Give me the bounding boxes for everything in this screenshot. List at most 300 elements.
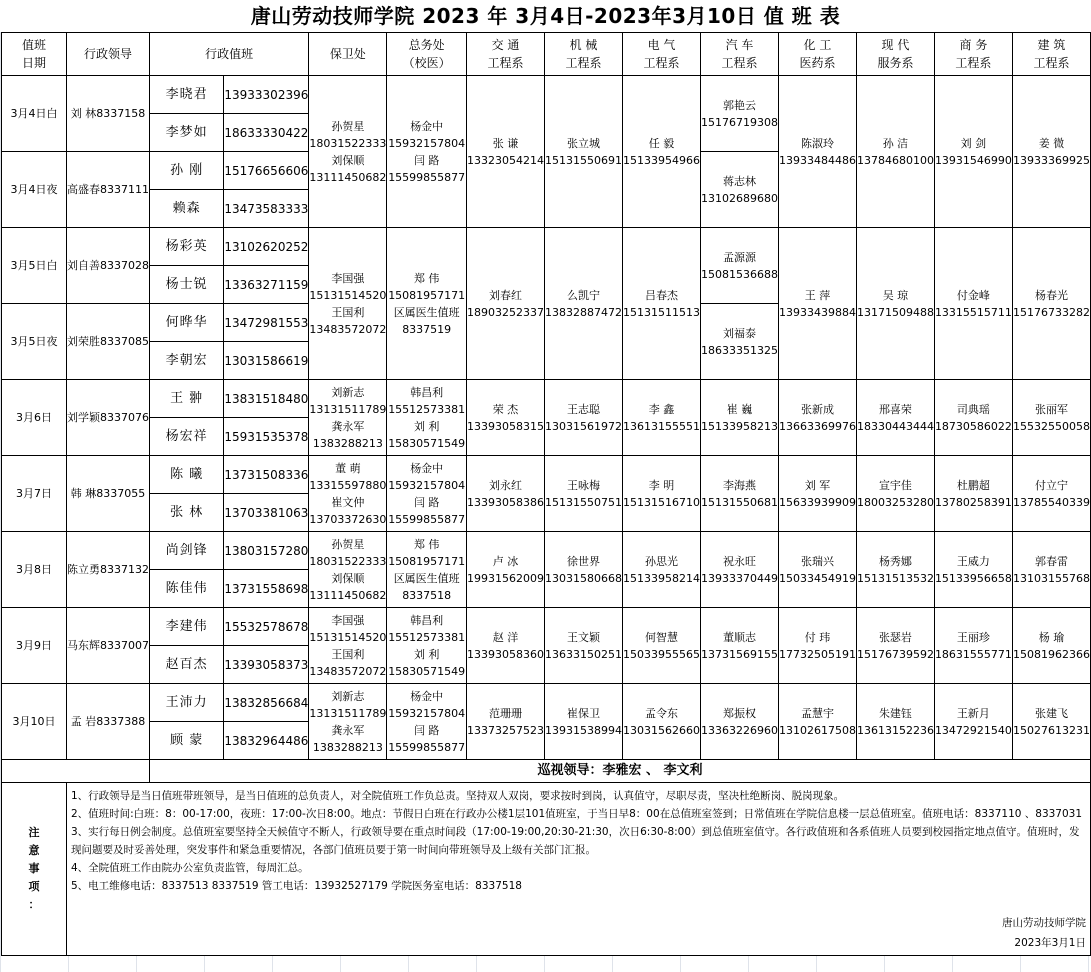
header-text: 工程系	[1033, 56, 1070, 70]
person-text: 13363226960	[700, 723, 778, 737]
person-text: 王新月	[956, 706, 990, 720]
person-text: 19931562009	[467, 571, 545, 585]
duty-name-cell[interactable]: 杨彩英	[149, 228, 223, 266]
notes-label-char: 项	[28, 880, 40, 893]
person-text: 13780258391	[934, 495, 1012, 509]
header-dept-1[interactable]	[545, 33, 623, 76]
person-text: 15131550691	[545, 153, 622, 167]
dept-cell-2[interactable]	[623, 456, 701, 532]
duty-name-cell[interactable]: 陈 曦	[149, 456, 223, 494]
header-text: 商 务	[959, 38, 988, 52]
person-text: 韩昌利	[410, 385, 444, 399]
dept-cell-2[interactable]	[623, 380, 701, 456]
person-text: 13832887472	[545, 305, 622, 319]
table-row	[2, 228, 1091, 266]
dept-cell-0[interactable]	[467, 76, 545, 228]
security-cell[interactable]	[309, 228, 387, 380]
person-text: 13483572072	[309, 664, 387, 678]
header-text: 工程系	[955, 56, 992, 70]
person-text: 王志聪	[567, 402, 600, 416]
person-text: 15131516710	[623, 495, 700, 509]
person-text: 蒋志林	[722, 174, 756, 188]
person-text: 13931538994	[545, 723, 622, 737]
person-text: 杨秀娜	[878, 554, 912, 568]
duty-name-cell[interactable]: 张 林	[149, 494, 223, 532]
person-text: 15932157804	[388, 478, 466, 492]
general-affairs-cell[interactable]	[387, 456, 467, 532]
dept-cell-5[interactable]	[856, 76, 934, 228]
person-text: 付 玮	[804, 630, 831, 644]
person-text: 杨 瑜	[1038, 630, 1065, 644]
leader-cell[interactable]: 刘自善8337028	[66, 228, 149, 304]
person-text: 吕春杰	[644, 288, 678, 302]
person-text: 崔 巍	[726, 402, 753, 416]
person-text: 王国利	[331, 305, 365, 319]
person-text: 董 萌	[335, 461, 361, 475]
note-item: 2、值班时间:白班：8：00-17:00，夜班：17:00-次日8:00。地点：节假日白班在行政办公楼1层101值班室，于当日早8：00在总值班室签到；日常值班在学院信息楼一层总值班室。值班电话：8337110 、8337031	[70, 808, 1083, 820]
dept-cell-7[interactable]	[1012, 684, 1090, 760]
dept-cell-4[interactable]	[778, 76, 856, 228]
person-text: 张新成	[800, 402, 834, 416]
dept-cell-6[interactable]	[934, 380, 1012, 456]
note-item: 3、实行每日例会制度。总值班室要坚持全天候值守不断人，行政领导要在重点时间段（17:00-19:00,20:30-21:30，次日6:30-8:00）到总值班室值守。各行政值班和各系值班人员要到校园指定地点值守。值班时，发现问题要及时妥善处理，突发事件和紧急重要情况，各部门值班员要于第一时间向带班领导及上级有关部门汇报。	[70, 826, 1080, 856]
person-text: 李 鑫	[648, 402, 675, 416]
header-text: 汽 车	[725, 38, 754, 52]
person-text: 刘保顺	[331, 153, 365, 167]
note-item: 4、全院值班工作由院办公室负责监管，每周汇总。	[70, 862, 309, 874]
header-text: 工程系	[565, 56, 602, 70]
dept-cell-2[interactable]	[623, 532, 701, 608]
person-text: 张丽军	[1034, 402, 1068, 416]
signature-org: 唐山劳动技师学院	[1002, 917, 1086, 929]
person-text: 15033955565	[623, 647, 700, 661]
general-affairs-cell[interactable]	[387, 684, 467, 760]
dept-cell-2[interactable]	[623, 684, 701, 760]
person-text: 13031562660	[623, 723, 700, 737]
header-duty[interactable]: 行政值班	[149, 33, 308, 76]
person-text: 15633939909	[778, 495, 856, 509]
header-text: 机 械	[569, 38, 598, 52]
note-item: 1、行政领导是当日值班带班领导，是当日值班的总负责人，对全院值班工作负总责。坚持双人双岗，要求按时到岗，认真值守，尽职尽责，坚决杜绝断岗、脱岗现象。	[70, 790, 845, 802]
leader-cell[interactable]: 韩 琳8337055	[66, 456, 149, 532]
duty-phone-cell[interactable]: 15176656606	[224, 152, 309, 190]
duty-name-cell[interactable]: 孙 刚	[149, 152, 223, 190]
date-cell[interactable]: 3月4日白	[2, 76, 67, 152]
person-text: 郑振权	[722, 706, 756, 720]
person-text: 15027613231	[1012, 723, 1090, 737]
person-text: 15133954966	[623, 153, 700, 167]
date-cell[interactable]: 3月4日夜	[2, 152, 67, 228]
duty-name-cell[interactable]: 杨宏祥	[149, 418, 223, 456]
dept-cell-4[interactable]	[778, 380, 856, 456]
person-text: 18003253280	[856, 495, 934, 509]
person-text: 郑 伟	[413, 537, 440, 551]
dept-cell-7[interactable]	[1012, 456, 1090, 532]
dept-cell-7[interactable]	[1012, 228, 1090, 380]
person-text: 司典瑶	[956, 402, 990, 416]
table-row	[2, 380, 1091, 418]
signature-date: 2023年3月1日	[1014, 937, 1086, 949]
header-dept-4[interactable]	[778, 33, 856, 76]
table-row	[2, 456, 1091, 494]
person-text: 15131513532	[856, 571, 934, 585]
person-text: 宣宇佳	[878, 478, 912, 492]
person-text: 郭春雷	[1034, 554, 1068, 568]
header-dept-7[interactable]	[1012, 33, 1090, 76]
dept-cell-auto[interactable]	[700, 228, 778, 304]
person-text: 王咏梅	[567, 478, 600, 492]
dept-cell-1[interactable]	[545, 456, 623, 532]
patrol-left-cell[interactable]	[2, 760, 150, 783]
person-text: 付金峰	[956, 288, 990, 302]
header-dept-2[interactable]	[623, 33, 701, 76]
person-text: 13131511789	[309, 402, 387, 416]
person-text: 13613155551	[623, 419, 700, 433]
duty-phone-cell[interactable]: 13473583333	[224, 190, 309, 228]
person-text: 13933370449	[700, 571, 778, 585]
dept-cell-4[interactable]	[778, 608, 856, 684]
dept-cell-5[interactable]	[856, 380, 934, 456]
person-text: 13703372630	[309, 512, 387, 526]
duty-name-cell[interactable]: 王沛力	[149, 684, 223, 722]
person-text: 13933484486	[778, 153, 856, 167]
duty-name-cell[interactable]: 杨士锐	[149, 266, 223, 304]
person-text: 15512573381	[388, 402, 466, 416]
dept-cell-5[interactable]	[856, 228, 934, 380]
dept-cell-3[interactable]	[700, 608, 778, 684]
person-text: 15081957171	[388, 288, 466, 302]
person-text: 韩昌利	[410, 613, 444, 627]
person-text: 孙贺星	[331, 537, 365, 551]
person-text: 刘 利	[413, 647, 440, 661]
dept-cell-4[interactable]	[778, 684, 856, 760]
duty-phone-cell[interactable]: 13472981553	[224, 304, 309, 342]
dept-cell-4[interactable]	[778, 228, 856, 380]
general-affairs-cell[interactable]	[387, 380, 467, 456]
header-dept-5[interactable]	[856, 33, 934, 76]
person-text: 刘 军	[804, 478, 831, 492]
dept-cell-5[interactable]	[856, 532, 934, 608]
header-text: 化 工	[803, 38, 832, 52]
dept-cell-2[interactable]	[623, 608, 701, 684]
person-text: 17732505191	[778, 647, 856, 661]
header-text: 医药系	[799, 56, 836, 70]
person-text: 区属医生值班	[393, 305, 460, 319]
duty-name-cell[interactable]: 何晔华	[149, 304, 223, 342]
date-cell[interactable]: 3月5日夜	[2, 304, 67, 380]
person-text: 刘 剑	[960, 136, 987, 150]
security-cell[interactable]	[309, 76, 387, 228]
dept-cell-1[interactable]	[545, 684, 623, 760]
person-text: 13613152236	[856, 723, 934, 737]
person-text: 13393058360	[467, 647, 545, 661]
dept-cell-auto[interactable]	[700, 152, 778, 228]
header-date[interactable]	[2, 33, 67, 76]
notes-label[interactable]	[2, 783, 67, 956]
duty-phone-cell[interactable]: 15532578678	[224, 608, 309, 646]
date-cell[interactable]: 3月9日	[2, 608, 67, 684]
duty-name-cell[interactable]: 陈佳伟	[149, 570, 223, 608]
person-text: 15830571549	[388, 664, 466, 678]
person-text: 李 明	[648, 478, 675, 492]
person-text: 15131550751	[545, 495, 622, 509]
person-text: 15176733282	[1012, 305, 1090, 319]
patrol-leaders[interactable]: 巡视领导：李雅宏 、 李文利	[149, 760, 1090, 783]
date-cell[interactable]: 3月5日白	[2, 228, 67, 304]
leader-cell[interactable]: 孟 岩8337388	[66, 684, 149, 760]
person-text: 邢喜荣	[878, 402, 912, 416]
person-text: 13633150251	[545, 647, 622, 661]
dept-cell-2[interactable]	[623, 76, 701, 228]
duty-phone-cell[interactable]: 13832964486	[224, 722, 309, 760]
duty-name-cell[interactable]: 赵百杰	[149, 646, 223, 684]
dept-cell-4[interactable]	[778, 532, 856, 608]
duty-phone-cell[interactable]: 13803157280	[224, 532, 309, 570]
duty-phone-cell[interactable]: 13731558698	[224, 570, 309, 608]
person-text: 8337519	[402, 322, 452, 336]
notes-label-char: 注	[28, 826, 40, 839]
date-cell[interactable]: 3月7日	[2, 456, 67, 532]
person-text: 付立宁	[1034, 478, 1068, 492]
header-general[interactable]	[387, 33, 467, 76]
person-text: 15599855877	[388, 170, 466, 184]
person-text: 13393058315	[467, 419, 545, 433]
person-text: 13102617508	[778, 723, 856, 737]
dept-cell-2[interactable]	[623, 228, 701, 380]
person-text: 孟源源	[722, 250, 756, 264]
person-text: 13031580668	[545, 571, 622, 585]
dept-cell-6[interactable]	[934, 608, 1012, 684]
person-text: 徐世界	[567, 554, 600, 568]
dept-cell-3[interactable]	[700, 456, 778, 532]
table-row	[2, 608, 1091, 646]
dept-cell-7[interactable]	[1012, 608, 1090, 684]
dept-cell-7[interactable]	[1012, 76, 1090, 228]
person-text: 杜鹏超	[956, 478, 990, 492]
person-text: 13103155768	[1012, 571, 1090, 585]
person-text: 13111450682	[309, 170, 387, 184]
person-text: 15512573381	[388, 630, 466, 644]
duty-name-cell[interactable]: 赖森	[149, 190, 223, 228]
date-cell[interactable]: 3月10日	[2, 684, 67, 760]
header-dept-3[interactable]	[700, 33, 778, 76]
duty-phone-cell[interactable]: 13731508336	[224, 456, 309, 494]
leader-cell[interactable]: 刘 林8337158	[66, 76, 149, 152]
notes-row	[2, 783, 1091, 956]
dept-cell-0[interactable]	[467, 532, 545, 608]
person-text: 郑 伟	[413, 271, 440, 285]
person-text: 姜 微	[1038, 136, 1065, 150]
header-text: 工程系	[721, 56, 758, 70]
leader-cell[interactable]: 刘学颖8337076	[66, 380, 149, 456]
dept-cell-6[interactable]	[934, 76, 1012, 228]
person-text: 15131550681	[700, 495, 778, 509]
duty-phone-cell[interactable]: 13393058373	[224, 646, 309, 684]
duty-name-cell[interactable]: 李朝宏	[149, 342, 223, 380]
person-text: 18903252337	[467, 305, 545, 319]
dept-cell-1[interactable]	[545, 76, 623, 228]
person-text: 区属医生值班	[393, 571, 460, 585]
duty-phone-cell[interactable]: 13363271159	[224, 266, 309, 304]
general-affairs-cell[interactable]	[387, 76, 467, 228]
dept-cell-0[interactable]	[467, 684, 545, 760]
person-text: 15131514520	[309, 630, 387, 644]
dept-cell-1[interactable]	[545, 380, 623, 456]
page-title: 唐山劳动技师学院 2023 年 3月4日-2023年3月10日 值 班 表	[0, 0, 1091, 32]
person-text: 王 萍	[804, 288, 831, 302]
person-text: 刘 利	[413, 419, 440, 433]
security-cell[interactable]	[309, 608, 387, 684]
person-text: 孙思光	[644, 554, 678, 568]
person-text: 15131511513	[623, 305, 700, 319]
person-text: 13131511789	[309, 706, 387, 720]
header-row	[2, 33, 1091, 76]
leader-cell[interactable]: 刘荣胜8337085	[66, 304, 149, 380]
date-cell[interactable]: 3月6日	[2, 380, 67, 456]
duty-phone-cell[interactable]: 15931535378	[224, 418, 309, 456]
person-text: 13373257523	[467, 723, 545, 737]
duty-name-cell[interactable]: 顾 蒙	[149, 722, 223, 760]
person-text: 何智慧	[644, 630, 678, 644]
dept-cell-auto[interactable]	[700, 76, 778, 152]
person-text: 15176739592	[856, 647, 934, 661]
duty-phone-cell[interactable]: 13102620252	[224, 228, 309, 266]
header-leader[interactable]: 行政领导	[66, 33, 149, 76]
dept-cell-0[interactable]	[467, 228, 545, 380]
person-text: 15081957171	[388, 554, 466, 568]
security-cell[interactable]	[309, 380, 387, 456]
duty-phone-cell[interactable]: 13933302396	[224, 76, 309, 114]
dept-cell-6[interactable]	[934, 532, 1012, 608]
person-text: 崔文仲	[331, 495, 365, 509]
duty-roster-table	[1, 32, 1091, 956]
general-affairs-cell[interactable]	[387, 608, 467, 684]
duty-phone-cell[interactable]: 13832856684	[224, 684, 309, 722]
note-item: 5、电工维修电话：8337513 8337519 管工电话：13932527179 学院医务室电话：8337518	[70, 880, 522, 892]
person-text: 王威力	[956, 554, 990, 568]
person-text: 13731569155	[700, 647, 778, 661]
notes-content[interactable]	[66, 783, 1090, 956]
person-text: 张瑞兴	[800, 554, 834, 568]
dept-cell-1[interactable]	[545, 532, 623, 608]
person-text: 18730586022	[934, 419, 1012, 433]
person-text: 刘春红	[489, 288, 523, 302]
duty-name-cell[interactable]: 王 翀	[149, 380, 223, 418]
dept-cell-3[interactable]	[700, 380, 778, 456]
table-row	[2, 684, 1091, 722]
person-text: 15133958214	[623, 571, 700, 585]
person-text: 任 毅	[648, 136, 675, 150]
person-text: 刘福泰	[722, 326, 756, 340]
person-text: 15133958213	[700, 419, 778, 433]
person-text: 13472921540	[934, 723, 1012, 737]
duty-name-cell[interactable]: 尚剑锋	[149, 532, 223, 570]
dept-cell-0[interactable]	[467, 380, 545, 456]
person-text: 卢 冰	[492, 554, 519, 568]
header-text: 现 代	[881, 38, 910, 52]
dept-cell-3[interactable]	[700, 684, 778, 760]
person-text: 龚永军	[331, 419, 365, 433]
person-text: 13785540339	[1012, 495, 1090, 509]
dept-cell-auto[interactable]	[700, 304, 778, 380]
dept-cell-5[interactable]	[856, 608, 934, 684]
header-dept-0[interactable]	[467, 33, 545, 76]
security-cell[interactable]	[309, 684, 387, 760]
dept-cell-4[interactable]	[778, 456, 856, 532]
header-text: 工程系	[643, 56, 680, 70]
person-text: 刘新志	[331, 689, 365, 703]
header-security[interactable]: 保卫处	[309, 33, 387, 76]
person-text: 13393058386	[467, 495, 545, 509]
header-text: 交 通	[491, 38, 520, 52]
person-text: 孟慧宇	[800, 706, 834, 720]
duty-name-cell[interactable]: 李建伟	[149, 608, 223, 646]
person-text: 闫 路	[413, 153, 440, 167]
leader-cell[interactable]: 陈立勇8337132	[66, 532, 149, 608]
person-text: 王文颖	[567, 630, 600, 644]
dept-cell-7[interactable]	[1012, 532, 1090, 608]
duty-name-cell[interactable]: 李梦如	[149, 114, 223, 152]
person-text: 1383288213	[312, 740, 383, 754]
dept-cell-6[interactable]	[934, 456, 1012, 532]
dept-cell-5[interactable]	[856, 456, 934, 532]
header-text: 工程系	[487, 56, 524, 70]
dept-cell-0[interactable]	[467, 456, 545, 532]
person-text: 15131514520	[309, 288, 387, 302]
person-text: 孙 洁	[882, 136, 909, 150]
person-text: 15599855877	[388, 740, 466, 754]
person-text: 张立城	[567, 136, 600, 150]
dept-cell-7[interactable]	[1012, 380, 1090, 456]
date-cell[interactable]: 3月8日	[2, 532, 67, 608]
duty-phone-cell[interactable]: 18633330422	[224, 114, 309, 152]
leader-cell[interactable]: 马东辉8337007	[66, 608, 149, 684]
duty-name-cell[interactable]: 李晓君	[149, 76, 223, 114]
security-cell[interactable]	[309, 456, 387, 532]
dept-cell-3[interactable]	[700, 532, 778, 608]
person-text: 杨金中	[410, 689, 444, 703]
header-text: （校医）	[402, 56, 451, 70]
duty-phone-cell[interactable]: 13703381063	[224, 494, 309, 532]
dept-cell-5[interactable]	[856, 684, 934, 760]
person-text: 13663369976	[778, 419, 856, 433]
person-text: 刘保顺	[331, 571, 365, 585]
dept-cell-6[interactable]	[934, 684, 1012, 760]
dept-cell-0[interactable]	[467, 608, 545, 684]
duty-phone-cell[interactable]: 13031586619	[224, 342, 309, 380]
header-dept-6[interactable]	[934, 33, 1012, 76]
dept-cell-1[interactable]	[545, 228, 623, 380]
general-affairs-cell[interactable]	[387, 228, 467, 380]
person-text: 祝永旺	[722, 554, 756, 568]
header-text: 服务系	[877, 56, 914, 70]
person-text: 15932157804	[388, 136, 466, 150]
person-text: 龚永军	[331, 723, 365, 737]
person-text: 刘新志	[331, 385, 365, 399]
person-text: 张瑟岩	[878, 630, 912, 644]
person-text: 郭艳云	[722, 98, 756, 112]
dept-cell-1[interactable]	[545, 608, 623, 684]
header-text: 电 气	[647, 38, 676, 52]
general-affairs-cell[interactable]	[387, 532, 467, 608]
duty-phone-cell[interactable]: 13831518480	[224, 380, 309, 418]
person-text: 李国强	[331, 613, 365, 627]
patrol-row	[2, 760, 1091, 783]
dept-cell-6[interactable]	[934, 228, 1012, 380]
person-text: 18631555771	[934, 647, 1012, 661]
security-cell[interactable]	[309, 532, 387, 608]
leader-cell[interactable]: 高盛春8337111	[66, 152, 149, 228]
